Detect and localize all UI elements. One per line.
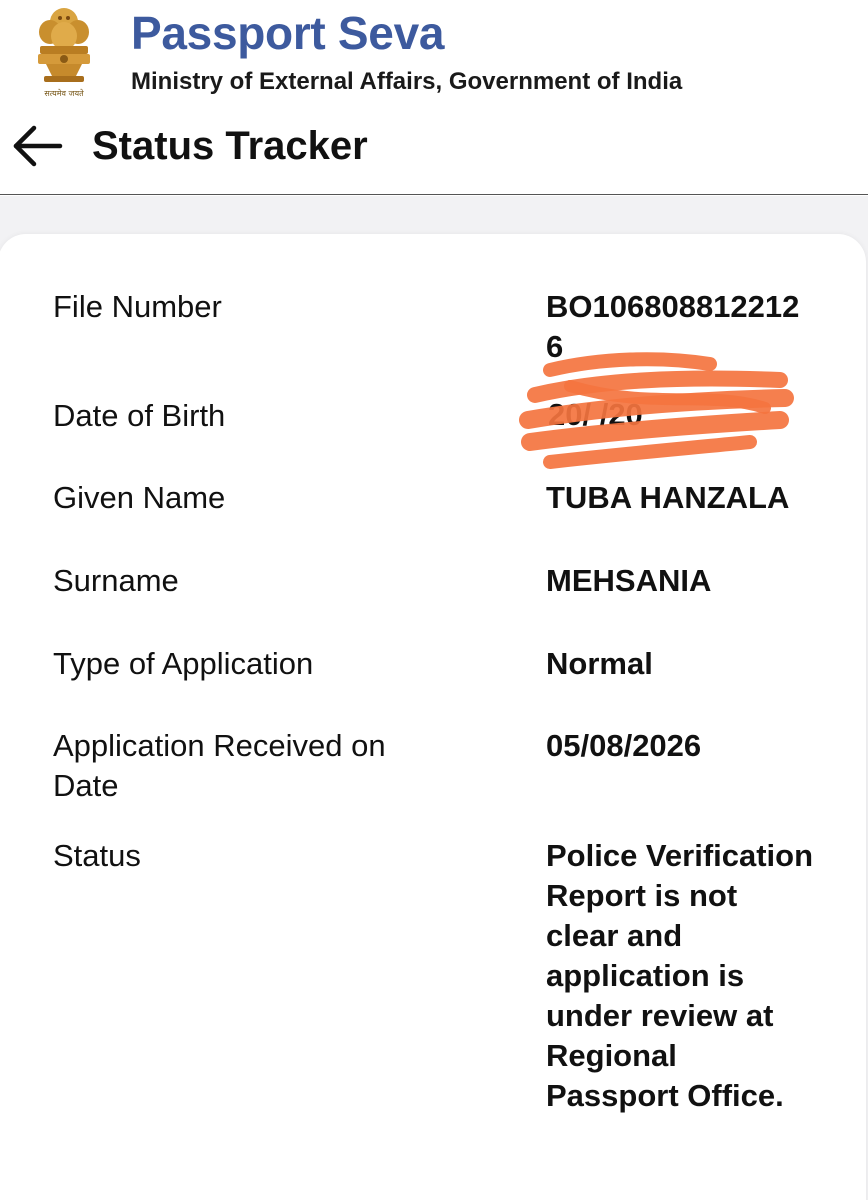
brand-subtitle: Ministry of External Affairs, Government of India (131, 68, 683, 95)
surname-value: MEHSANIA (546, 563, 712, 598)
arrow-left-icon (8, 122, 64, 170)
given-name-label: Given Name (53, 480, 226, 515)
application-type-label: Type of Application (53, 646, 314, 681)
status-value: Police Verification Report is not clear and application is under review at Regional Passport Office. (546, 838, 814, 1113)
emblem-motto: सत्यमेव जयते (44, 89, 84, 98)
date-of-birth-label: Date of Birth (53, 398, 226, 433)
redaction-scribble (510, 350, 800, 480)
file-number-label: File Number (53, 289, 222, 324)
received-date-label: Application Received on Date (53, 728, 386, 803)
application-type-value: Normal (546, 646, 653, 681)
surname-label: Surname (53, 563, 179, 598)
brand-header (0, 0, 868, 108)
date-of-birth-value: 20/ /20 (548, 397, 643, 432)
card-background (0, 196, 868, 1200)
file-number-value: BO1068088122126 (546, 289, 800, 364)
national-emblem-icon (26, 2, 102, 102)
received-date-value: 05/08/2026 (546, 728, 702, 763)
page-title: Status Tracker (92, 124, 368, 168)
back-button[interactable] (8, 122, 64, 170)
given-name-value: TUBA HANZALA (546, 480, 790, 515)
status-label: Status (53, 838, 141, 873)
titlebar (0, 108, 868, 195)
brand-title: Passport Seva (131, 7, 445, 59)
